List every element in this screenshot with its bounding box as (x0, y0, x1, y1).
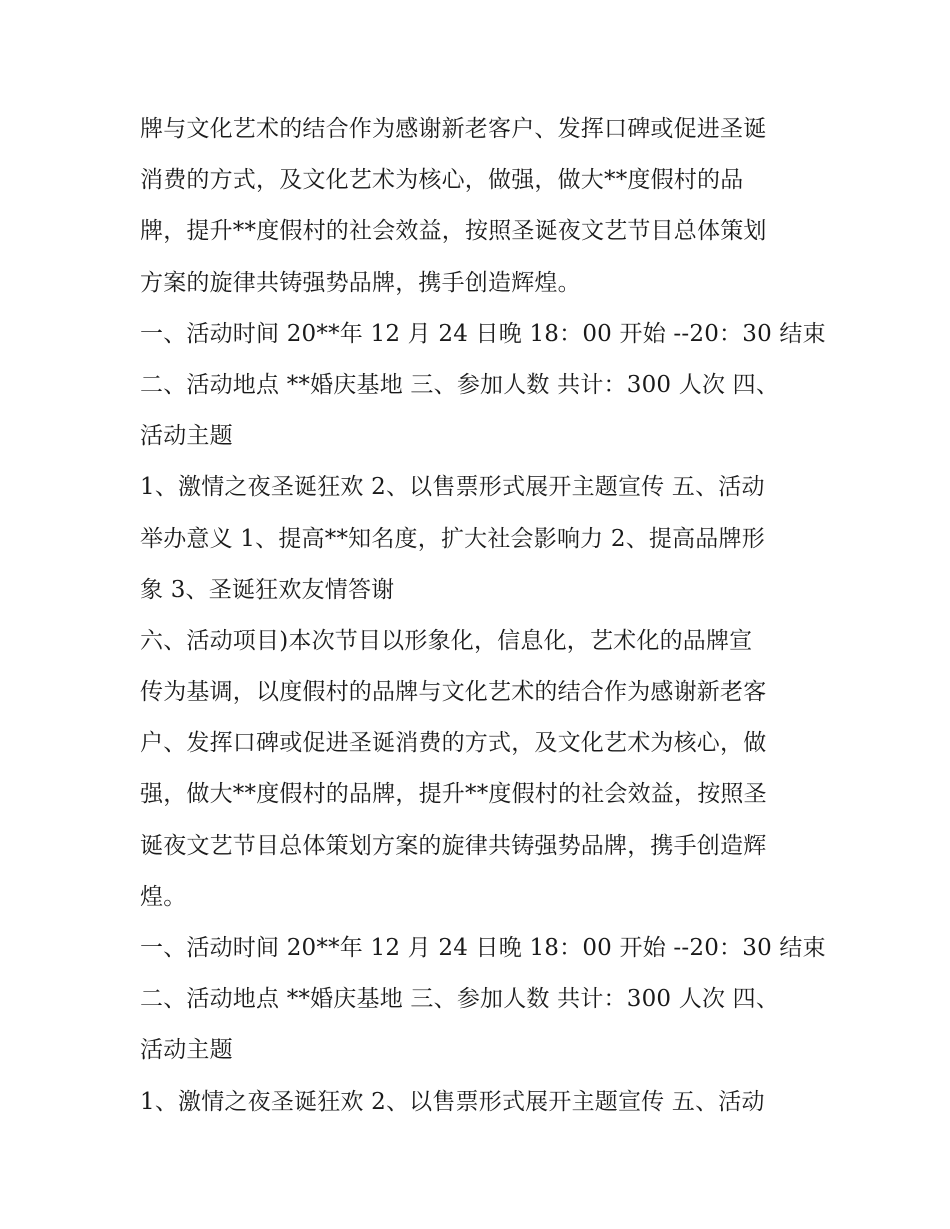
text-line: 一、活动时间 20**年 12 月 24 日晚 18：00 开始 --20：30 结束 (140, 320, 826, 347)
text-line: 象 3、圣诞狂欢友情答谢 (140, 576, 395, 603)
text-line: 活动主题 (140, 423, 233, 450)
text-line: 六、活动项目)本次节目以形象化，信息化，艺术化的品牌宣 (140, 627, 753, 654)
text-line: 户、发挥口碑或促进圣诞消费的方式，及文化艺术为核心，做 (140, 730, 767, 757)
document-body (140, 104, 826, 1128)
text-line: 二、活动地点 **婚庆基地 三、参加人数 共计：300 人次 四、 (140, 371, 780, 398)
text-line: 一、活动时间 20**年 12 月 24 日晚 18：00 开始 --20：30 结束 (140, 935, 826, 961)
text-line: 方案的旋律共铸强势品牌，携手创造辉煌。 (140, 269, 581, 296)
text-line: 消费的方式，及文化艺术为核心，做强，做大**度假村的品 (140, 167, 744, 194)
text-line: 煌。 (140, 883, 187, 910)
text-line: 1、激情之夜圣诞狂欢 2、以售票形式展开主题宣传 五、活动 (140, 474, 765, 501)
text-line: 牌与文化艺术的结合作为感谢新老客户、发挥口碑或促进圣诞 (140, 116, 767, 142)
text-line: 牌，提升**度假村的社会效益，按照圣诞夜文艺节目总体策划 (140, 218, 767, 245)
text-line: 强，做大**度假村的品牌，提升**度假村的社会效益，按照圣 (140, 781, 767, 808)
text-line: 诞夜文艺节目总体策划方案的旋律共铸强势品牌，携手创造辉 (140, 832, 767, 859)
text-line: 活动主题 (140, 1037, 233, 1064)
text-line: 传为基调，以度假村的品牌与文化艺术的结合作为感谢新老客 (140, 679, 767, 706)
text-line: 二、活动地点 **婚庆基地 三、参加人数 共计：300 人次 四、 (140, 986, 780, 1013)
text-line: 1、激情之夜圣诞狂欢 2、以售票形式展开主题宣传 五、活动 (140, 1088, 765, 1115)
text-line: 举办意义 1、提高**知名度，扩大社会影响力 2、提高品牌形 (140, 525, 765, 552)
